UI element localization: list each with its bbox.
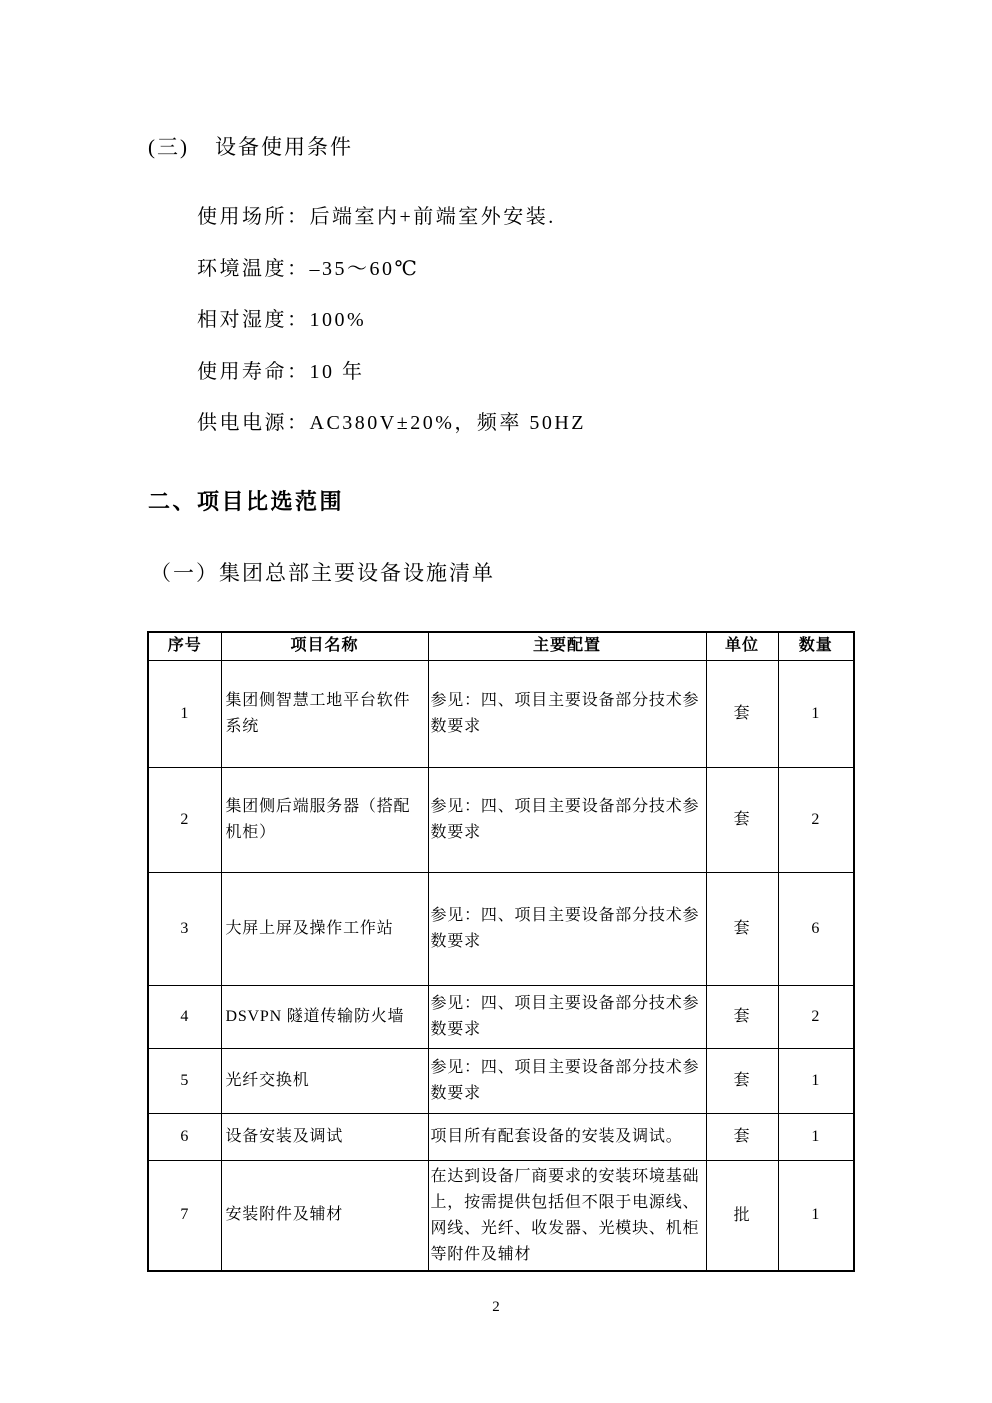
header-cell-unit: 单位 [706, 632, 778, 660]
cell-name: 集团侧后端服务器（搭配机柜） [221, 767, 428, 872]
cell-name: 安装附件及辅材 [221, 1160, 428, 1271]
condition-service-life: 使用寿命：10 年 [197, 360, 365, 383]
table-row [148, 1113, 854, 1160]
cell-no: 1 [148, 660, 221, 767]
condition-ambient-temperature: 环境温度：–35～60℃ [197, 257, 420, 280]
cell-qty: 1 [778, 1160, 854, 1271]
cell-unit: 套 [706, 660, 778, 767]
table-row [148, 1160, 854, 1271]
cell-config: 在达到设备厂商要求的安装环境基础上，按需提供包括但不限于电源线、网线、光纤、收发器、光模块、机柜等附件及辅材 [428, 1160, 706, 1271]
cell-qty: 2 [778, 985, 854, 1048]
table-row [148, 1048, 854, 1113]
cell-name: 设备安装及调试 [221, 1113, 428, 1160]
cell-name: 光纤交换机 [221, 1048, 428, 1113]
header-cell-config: 主要配置 [428, 632, 706, 660]
section-3-heading [148, 131, 353, 161]
condition-relative-humidity: 相对湿度：100% [197, 309, 367, 331]
cell-config: 项目所有配套设备的安装及调试。 [428, 1113, 706, 1160]
cell-no: 7 [148, 1160, 221, 1271]
cell-config: 参见：四、项目主要设备部分技术参数要求 [428, 872, 706, 985]
equipment-list-heading: （一）集团总部主要设备设施清单 [150, 561, 495, 585]
table-row [148, 985, 854, 1048]
part-2-heading: 二、项目比选范围 [148, 489, 345, 514]
section-3-title: 设备使用条件 [215, 135, 353, 159]
cell-no: 3 [148, 872, 221, 985]
cell-unit: 套 [706, 1048, 778, 1113]
cell-config: 参见：四、项目主要设备部分技术参数要求 [428, 1048, 706, 1113]
cell-qty: 1 [778, 660, 854, 767]
cell-name: 大屏上屏及操作工作站 [221, 872, 428, 985]
cell-config: 参见：四、项目主要设备部分技术参数要求 [428, 767, 706, 872]
cell-unit: 套 [706, 872, 778, 985]
cell-unit: 套 [706, 767, 778, 872]
cell-qty: 1 [778, 1048, 854, 1113]
cell-config: 参见：四、项目主要设备部分技术参数要求 [428, 660, 706, 767]
page-number: 2 [492, 1299, 500, 1315]
usage-conditions-list [197, 192, 586, 450]
header-cell-no: 序号 [148, 632, 221, 660]
header-cell-qty: 数量 [778, 632, 854, 660]
equipment-table [147, 631, 855, 1272]
cell-name: DSVPN 隧道传输防火墙 [221, 985, 428, 1048]
table-header-row [148, 632, 854, 660]
cell-unit: 套 [706, 1113, 778, 1160]
cell-no: 6 [148, 1113, 221, 1160]
condition-power-supply: 供电电源：AC380V±20%，频率 50HZ [197, 412, 587, 434]
cell-qty: 6 [778, 872, 854, 985]
table-row [148, 660, 854, 767]
cell-no: 4 [148, 985, 221, 1048]
cell-qty: 2 [778, 767, 854, 872]
cell-name: 集团侧智慧工地平台软件系统 [221, 660, 428, 767]
header-cell-name: 项目名称 [221, 632, 428, 660]
table-row [148, 872, 854, 985]
cell-no: 2 [148, 767, 221, 872]
section-3-label: (三) [148, 135, 189, 159]
cell-config: 参见：四、项目主要设备部分技术参数要求 [428, 985, 706, 1048]
cell-unit: 套 [706, 985, 778, 1048]
cell-unit: 批 [706, 1160, 778, 1271]
table-row [148, 767, 854, 872]
cell-no: 5 [148, 1048, 221, 1113]
condition-usage-place: 使用场所：后端室内+前端室外安装. [197, 206, 556, 228]
cell-qty: 1 [778, 1113, 854, 1160]
